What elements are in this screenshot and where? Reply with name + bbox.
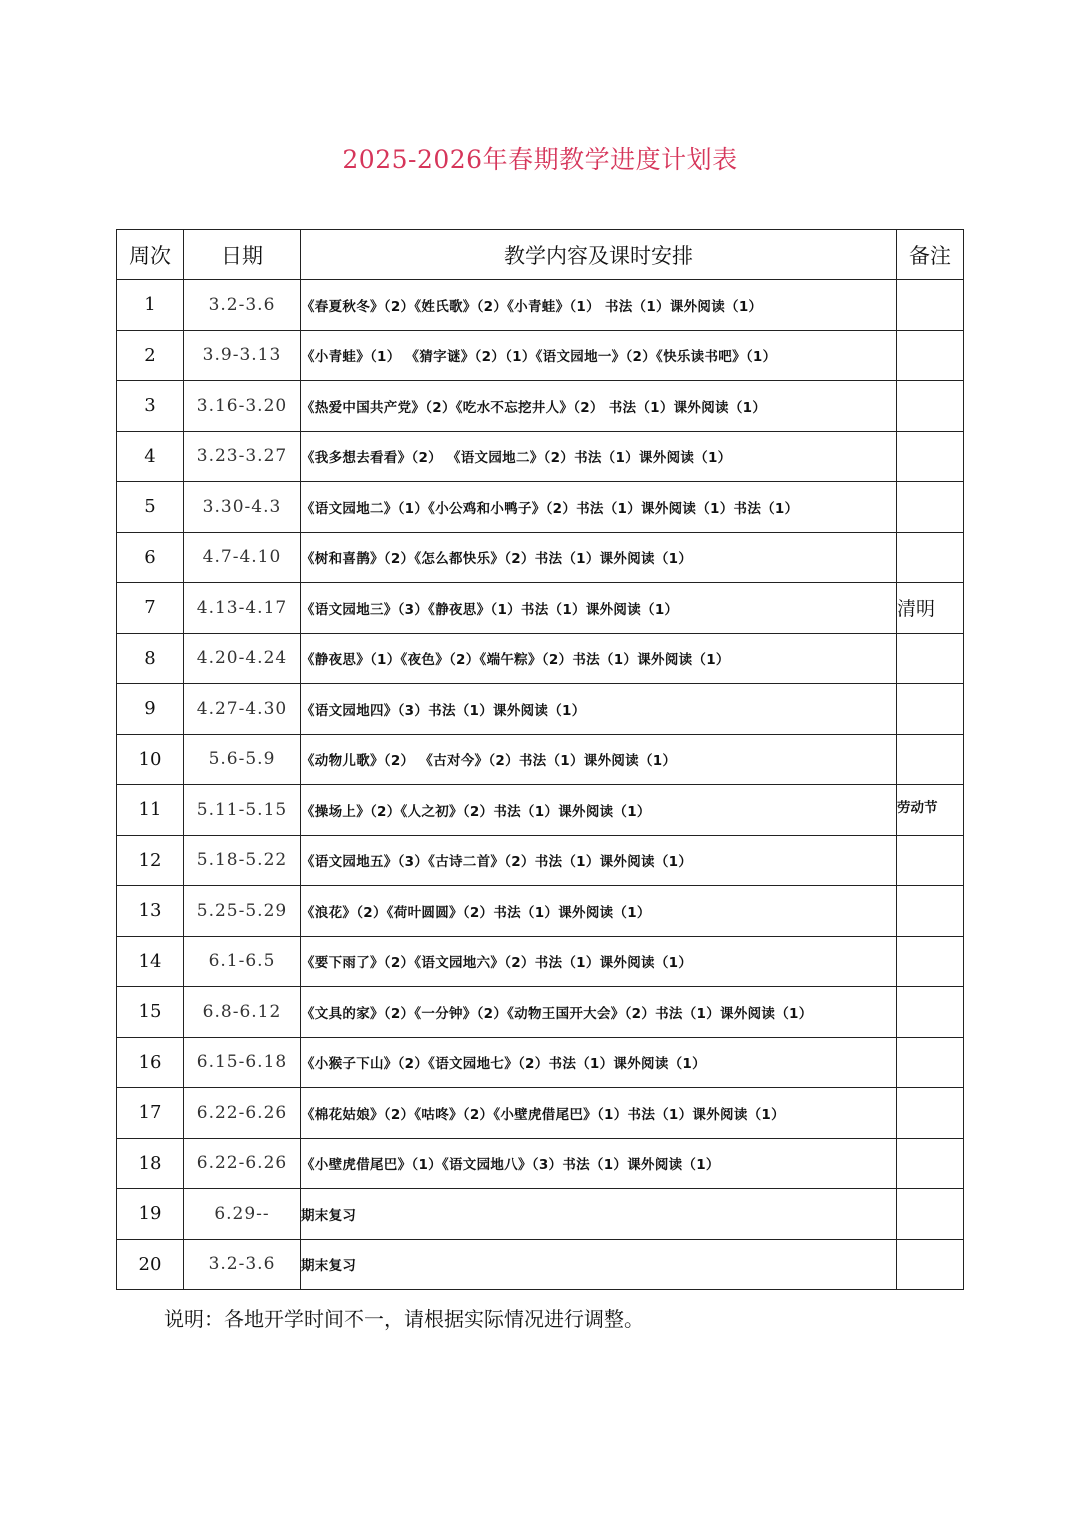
content-cell: 《文具的家》（2）《一分钟》（2）《动物王国开大会》（2）书法（1）课外阅读（1） bbox=[301, 987, 897, 1038]
table-row bbox=[117, 734, 964, 785]
date-cell: 3.9-3.13 bbox=[184, 330, 301, 381]
week-cell: 2 bbox=[117, 330, 184, 381]
date-cell: 6.29-- bbox=[184, 1189, 301, 1240]
note-cell: 劳动节 bbox=[897, 785, 964, 836]
content-cell: 《棉花姑娘》（2）《咕咚》（2）《小壁虎借尾巴》（1）书法（1）课外阅读（1） bbox=[301, 1088, 897, 1139]
week-cell: 4 bbox=[117, 431, 184, 482]
table-row bbox=[117, 583, 964, 634]
week-cell: 12 bbox=[117, 835, 184, 886]
week-cell: 16 bbox=[117, 1037, 184, 1088]
content-cell: 期末复习 bbox=[301, 1189, 897, 1240]
content-cell: 《静夜思》（1）《夜色》（2）《端午粽》（2）书法（1）课外阅读（1） bbox=[301, 633, 897, 684]
content-cell: 《小青蛙》（1） 《猜字谜》（2）（1）《语文园地一》（2）《快乐读书吧》（1） bbox=[301, 330, 897, 381]
note-cell bbox=[897, 734, 964, 785]
note-cell bbox=[897, 1037, 964, 1088]
date-cell: 6.22-6.26 bbox=[184, 1088, 301, 1139]
week-cell: 8 bbox=[117, 633, 184, 684]
date-cell: 3.2-3.6 bbox=[184, 280, 301, 331]
date-cell: 6.8-6.12 bbox=[184, 987, 301, 1038]
note-cell bbox=[897, 633, 964, 684]
note-cell: 清明 bbox=[897, 583, 964, 634]
table-row bbox=[117, 633, 964, 684]
note-cell bbox=[897, 1239, 964, 1290]
week-cell: 19 bbox=[117, 1189, 184, 1240]
table-header-row bbox=[117, 230, 964, 280]
week-cell: 20 bbox=[117, 1239, 184, 1290]
note-cell bbox=[897, 987, 964, 1038]
date-cell: 5.6-5.9 bbox=[184, 734, 301, 785]
content-cell: 《操场上》（2）《人之初》（2）书法（1）课外阅读（1） bbox=[301, 785, 897, 836]
note-cell bbox=[897, 1088, 964, 1139]
date-cell: 4.13-4.17 bbox=[184, 583, 301, 634]
week-cell: 9 bbox=[117, 684, 184, 735]
header-content: 教学内容及课时安排 bbox=[301, 230, 897, 280]
week-cell: 15 bbox=[117, 987, 184, 1038]
table-row bbox=[117, 886, 964, 937]
date-cell: 4.27-4.30 bbox=[184, 684, 301, 735]
week-cell: 7 bbox=[117, 583, 184, 634]
content-cell: 《浪花》（2）《荷叶圆圆》（2）书法（1）课外阅读（1） bbox=[301, 886, 897, 937]
table-row bbox=[117, 785, 964, 836]
table-row bbox=[117, 936, 964, 987]
note-cell bbox=[897, 532, 964, 583]
note-cell bbox=[897, 381, 964, 432]
content-cell: 《热爱中国共产党》（2）《吃水不忘挖井人》（2） 书法（1）课外阅读（1） bbox=[301, 381, 897, 432]
week-cell: 13 bbox=[117, 886, 184, 937]
table-row bbox=[117, 280, 964, 331]
date-cell: 6.22-6.26 bbox=[184, 1138, 301, 1189]
date-cell: 3.30-4.3 bbox=[184, 482, 301, 533]
week-cell: 6 bbox=[117, 532, 184, 583]
week-cell: 17 bbox=[117, 1088, 184, 1139]
content-cell: 《我多想去看看》（2） 《语文园地二》（2）书法（1）课外阅读（1） bbox=[301, 431, 897, 482]
table-row bbox=[117, 1037, 964, 1088]
table-row bbox=[117, 482, 964, 533]
content-cell: 《语文园地五》（3）《古诗二首》（2）书法（1）课外阅读（1） bbox=[301, 835, 897, 886]
table-row bbox=[117, 835, 964, 886]
week-cell: 14 bbox=[117, 936, 184, 987]
content-cell: 《春夏秋冬》（2）《姓氏歌》（2）《小青蛙》（1） 书法（1）课外阅读（1） bbox=[301, 280, 897, 331]
schedule-table bbox=[116, 229, 964, 1290]
date-cell: 4.7-4.10 bbox=[184, 532, 301, 583]
date-cell: 3.23-3.27 bbox=[184, 431, 301, 482]
note-cell bbox=[897, 431, 964, 482]
date-cell: 5.25-5.29 bbox=[184, 886, 301, 937]
table-row bbox=[117, 1189, 964, 1240]
header-date: 日期 bbox=[184, 230, 301, 280]
note-cell bbox=[897, 1189, 964, 1240]
footnote: 说明：各地开学时间不一，请根据实际情况进行调整。 bbox=[164, 1307, 644, 1331]
table-row bbox=[117, 431, 964, 482]
page-title: 2025-2026年春期教学进度计划表 bbox=[342, 145, 738, 174]
week-cell: 1 bbox=[117, 280, 184, 331]
week-cell: 10 bbox=[117, 734, 184, 785]
week-cell: 3 bbox=[117, 381, 184, 432]
table-row bbox=[117, 1239, 964, 1290]
content-cell: 《小壁虎借尾巴》（1）《语文园地八》（3）书法（1）课外阅读（1） bbox=[301, 1138, 897, 1189]
note-cell bbox=[897, 936, 964, 987]
note-cell bbox=[897, 330, 964, 381]
note-cell bbox=[897, 835, 964, 886]
date-cell: 6.1-6.5 bbox=[184, 936, 301, 987]
week-cell: 5 bbox=[117, 482, 184, 533]
content-cell: 《动物儿歌》（2） 《古对今》（2）书法（1）课外阅读（1） bbox=[301, 734, 897, 785]
header-note: 备注 bbox=[897, 230, 964, 280]
content-cell: 《小猴子下山》（2）《语文园地七》（2）书法（1）课外阅读（1） bbox=[301, 1037, 897, 1088]
table-row bbox=[117, 532, 964, 583]
note-cell bbox=[897, 684, 964, 735]
table-row bbox=[117, 381, 964, 432]
content-cell: 《语文园地二》（1）《小公鸡和小鸭子》（2）书法（1）课外阅读（1）书法（1） bbox=[301, 482, 897, 533]
table-row bbox=[117, 987, 964, 1038]
date-cell: 4.20-4.24 bbox=[184, 633, 301, 684]
content-cell: 《语文园地三》（3）《静夜思》（1）书法（1）课外阅读（1） bbox=[301, 583, 897, 634]
header-week: 周次 bbox=[117, 230, 184, 280]
date-cell: 3.2-3.6 bbox=[184, 1239, 301, 1290]
table-row bbox=[117, 1138, 964, 1189]
week-cell: 18 bbox=[117, 1138, 184, 1189]
note-cell bbox=[897, 886, 964, 937]
content-cell: 期末复习 bbox=[301, 1239, 897, 1290]
content-cell: 《语文园地四》（3）书法（1）课外阅读（1） bbox=[301, 684, 897, 735]
date-cell: 5.11-5.15 bbox=[184, 785, 301, 836]
date-cell: 3.16-3.20 bbox=[184, 381, 301, 432]
content-cell: 《树和喜鹊》（2）《怎么都快乐》（2）书法（1）课外阅读（1） bbox=[301, 532, 897, 583]
note-cell bbox=[897, 280, 964, 331]
week-cell: 11 bbox=[117, 785, 184, 836]
table-row bbox=[117, 684, 964, 735]
table-row bbox=[117, 330, 964, 381]
date-cell: 5.18-5.22 bbox=[184, 835, 301, 886]
date-cell: 6.15-6.18 bbox=[184, 1037, 301, 1088]
table-row bbox=[117, 1088, 964, 1139]
note-cell bbox=[897, 1138, 964, 1189]
content-cell: 《要下雨了》（2）《语文园地六》（2）书法（1）课外阅读（1） bbox=[301, 936, 897, 987]
note-cell bbox=[897, 482, 964, 533]
